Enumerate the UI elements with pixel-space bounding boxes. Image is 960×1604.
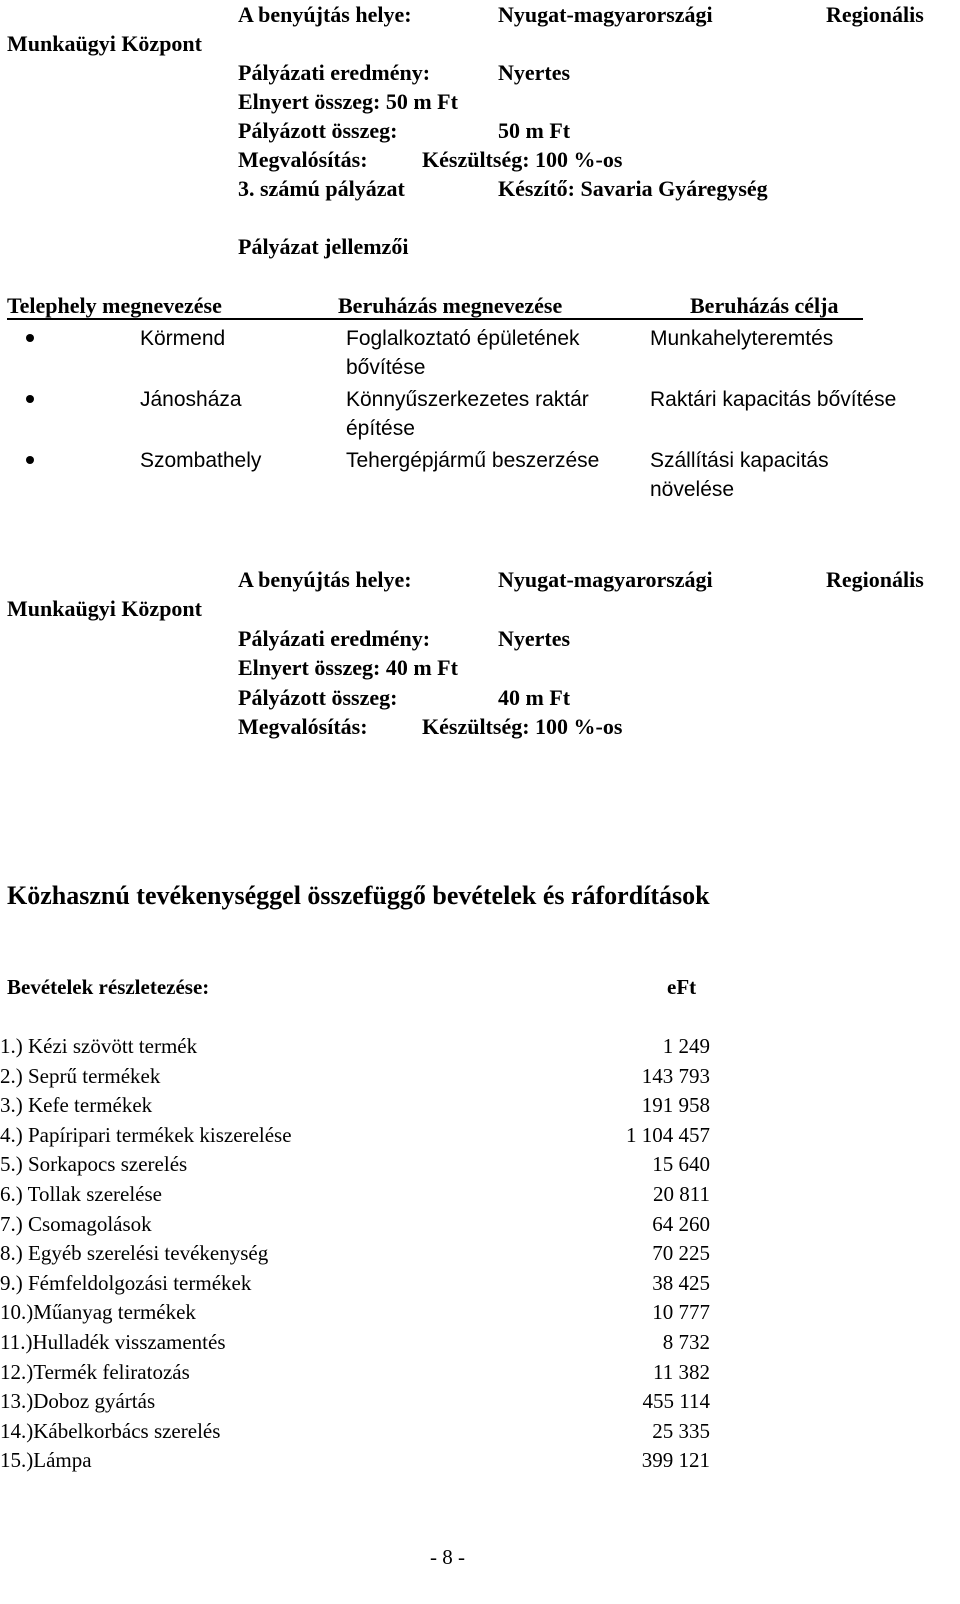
revenue-item-value: 10 777	[652, 1300, 710, 1324]
table-cell-site: Körmend	[140, 327, 226, 350]
revenue-item-value: 1 249	[662, 1034, 710, 1058]
revenue-item-value: 1 104 457	[626, 1123, 710, 1147]
submission-label: A benyújtás helye:	[238, 567, 412, 592]
table-cell-goal-cont: növelése	[650, 478, 735, 501]
bullet-icon	[26, 456, 34, 464]
revenue-item-value: 15 640	[652, 1152, 710, 1176]
revenue-item-label: 2.) Seprű termékek	[0, 1064, 161, 1088]
implementation-label: Megvalósítás:	[238, 147, 368, 172]
won-amount: Elnyert összeg: 40 m Ft	[238, 655, 458, 680]
revenue-item-label: 10.)Műanyag termékek	[0, 1300, 196, 1324]
application-author: Készítő: Savaria Gyáregység	[498, 176, 768, 201]
revenue-item-label: 8.) Egyéb szerelési tevékenység	[0, 1241, 269, 1265]
revenue-item-label: 5.) Sorkapocs szerelés	[0, 1152, 188, 1176]
table-cell-site: Jánosháza	[140, 388, 242, 411]
submission-value: Nyugat-magyarországi	[498, 567, 713, 592]
applied-value: 50 m Ft	[498, 118, 571, 143]
table-cell-investment-cont: építése	[346, 417, 415, 440]
revenue-item-label: 13.)Doboz gyártás	[0, 1389, 156, 1413]
revenue-item-value: 8 732	[662, 1330, 710, 1354]
table-cell-goal: Szállítási kapacitás	[650, 449, 829, 472]
submission-office: Munkaügyi Központ	[7, 596, 202, 621]
result-label: Pályázati eredmény:	[238, 626, 431, 651]
revenue-item-value: 143 793	[641, 1064, 710, 1088]
table-header-goal: Beruházás célja	[690, 293, 839, 318]
won-amount: Elnyert összeg: 50 m Ft	[238, 89, 458, 114]
revenue-item-label: 4.) Papíripari termékek kiszerelése	[0, 1123, 292, 1147]
table-cell-site: Szombathely	[140, 449, 262, 472]
revenue-item-label: 7.) Csomagolások	[0, 1212, 152, 1236]
revenue-item-value: 38 425	[652, 1271, 710, 1295]
applied-value: 40 m Ft	[498, 685, 571, 710]
revenue-item-value: 11 382	[653, 1360, 710, 1384]
table-cell-goal: Raktári kapacitás bővítése	[650, 388, 897, 411]
table-cell-investment: Tehergépjármű beszerzése	[346, 449, 600, 472]
revenue-subheading: Bevételek részletezése:	[7, 975, 210, 999]
table-cell-investment: Könnyűszerkezetes raktár	[346, 388, 589, 411]
submission-value: Nyugat-magyarországi	[498, 2, 713, 27]
section-heading: Közhasznú tevékenységgel összefüggő bevételek és ráfordítások	[7, 881, 710, 910]
table-cell-investment-cont: bővítése	[346, 356, 426, 379]
revenue-item-label: 11.)Hulladék visszamentés	[0, 1330, 226, 1354]
revenue-item-label: 12.)Termék feliratozás	[0, 1360, 190, 1384]
revenue-item-value: 25 335	[652, 1419, 710, 1443]
page-number: - 8 -	[430, 1545, 465, 1569]
applied-label: Pályázott összeg:	[238, 685, 398, 710]
result-label: Pályázati eredmény:	[238, 60, 431, 85]
implementation-value: Készültség: 100 %-os	[422, 147, 623, 172]
application-title: 3. számú pályázat	[238, 176, 405, 201]
table-header-site: Telephely megnevezése	[7, 293, 222, 318]
table-cell-investment: Foglalkoztató épületének	[346, 327, 580, 350]
submission-value-2: Regionális	[826, 2, 924, 27]
unit-label: eFt	[667, 975, 697, 999]
revenue-item-value: 399 121	[641, 1448, 710, 1472]
submission-label: A benyújtás helye:	[238, 2, 412, 27]
characteristics-heading: Pályázat jellemzői	[238, 234, 409, 259]
revenue-item-label: 3.) Kefe termékek	[0, 1093, 153, 1117]
revenue-item-value: 191 958	[641, 1093, 710, 1117]
revenue-item-label: 14.)Kábelkorbács szerelés	[0, 1419, 221, 1443]
table-cell-goal: Munkahelyteremtés	[650, 327, 834, 350]
revenue-item-label: 9.) Fémfeldolgozási termékek	[0, 1271, 252, 1295]
revenue-item-value: 70 225	[652, 1241, 710, 1265]
submission-value-2: Regionális	[826, 567, 924, 592]
implementation-label: Megvalósítás:	[238, 714, 368, 739]
result-value: Nyertes	[498, 60, 571, 85]
revenue-item-value: 20 811	[653, 1182, 710, 1206]
table-header-investment: Beruházás megnevezése	[338, 293, 563, 318]
bullet-icon	[26, 395, 34, 403]
result-value: Nyertes	[498, 626, 571, 651]
applied-label: Pályázott összeg:	[238, 118, 398, 143]
revenue-item-label: 6.) Tollak szerelése	[0, 1182, 162, 1206]
revenue-item-label: 15.)Lámpa	[0, 1448, 92, 1472]
revenue-item-value: 455 114	[642, 1389, 710, 1413]
submission-office: Munkaügyi Központ	[7, 31, 202, 56]
revenue-item-value: 64 260	[652, 1212, 710, 1236]
bullet-icon	[26, 334, 34, 342]
implementation-value: Készültség: 100 %-os	[422, 714, 623, 739]
revenue-item-label: 1.) Kézi szövött termék	[0, 1034, 198, 1058]
table-header-underline	[7, 318, 863, 320]
